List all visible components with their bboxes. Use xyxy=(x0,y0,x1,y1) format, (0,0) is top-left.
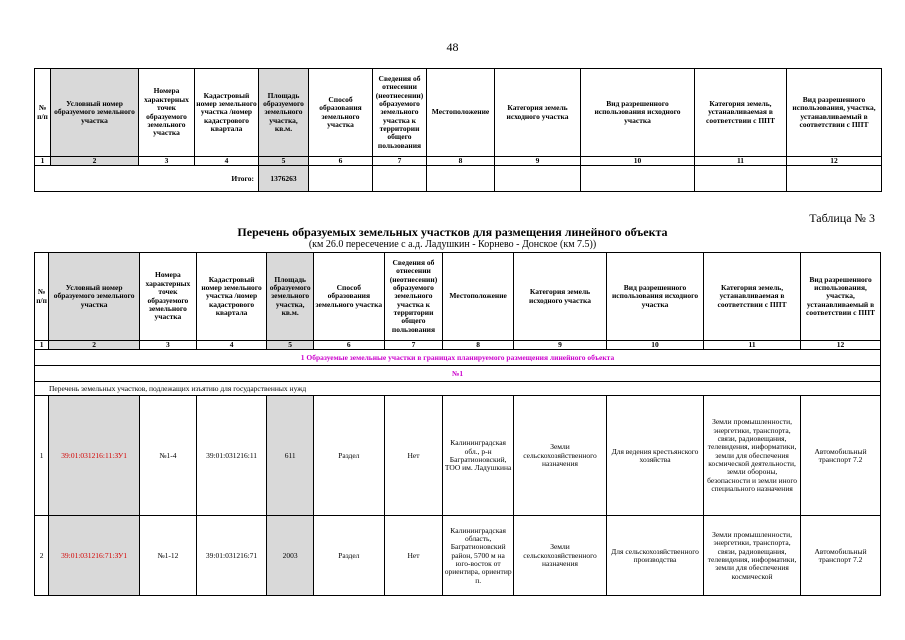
header-public: Сведения об отнесении (неотнесении) образуемого земельного участка к территории общего пользования xyxy=(384,253,443,341)
table-row xyxy=(35,396,881,516)
points: №1-12 xyxy=(140,516,197,596)
header-source-category: Категория земель исходного участка xyxy=(495,69,581,157)
new-use: Автомобильный транспорт 7.2 xyxy=(801,396,881,516)
col-number: 4 xyxy=(195,157,259,166)
header-location: Местоположение xyxy=(427,69,495,157)
section-title: 1 Образуемые земельные участки в границах планируемого размещения линейного объекта xyxy=(35,350,881,366)
section-row xyxy=(35,350,881,366)
header-conditional-number: Условный номер образуемого земельного участка xyxy=(51,69,139,157)
header-source-use: Вид разрешенного использования исходного участка xyxy=(607,253,704,341)
col-number: 4 xyxy=(196,341,267,350)
table-subtitle: (км 26.0 пересечение с а.д. Ладушкин - Корнево - Донское (км 7.5)) xyxy=(308,239,597,250)
column-number-row xyxy=(35,157,882,166)
col-number: 12 xyxy=(787,157,882,166)
header-new-category: Категория земель, устанавливаемая в соответствии с ППТ xyxy=(695,69,787,157)
col-number: 7 xyxy=(384,341,443,350)
public-use: Нет xyxy=(384,396,443,516)
col-number: 8 xyxy=(427,157,495,166)
col-number: 9 xyxy=(495,157,581,166)
summary-table xyxy=(34,68,882,192)
header-num: № п/п xyxy=(35,69,51,157)
col-number: 2 xyxy=(51,157,139,166)
col-number: 9 xyxy=(514,341,607,350)
new-use: Автомобильный транспорт 7.2 xyxy=(801,516,881,596)
header-num: № п/п xyxy=(35,253,49,341)
col-number: 11 xyxy=(695,157,787,166)
area: 2003 xyxy=(267,516,313,596)
header-area: Площадь образуемого земельного участка, кв.м. xyxy=(259,69,309,157)
col-number: 5 xyxy=(259,157,309,166)
header-conditional-number: Условный номер образуемого земельного участка xyxy=(49,253,140,341)
col-number: 3 xyxy=(140,341,197,350)
source-category: Земли сельскохозяйственного назначения xyxy=(514,516,607,596)
col-number: 7 xyxy=(373,157,427,166)
formation-method: Раздел xyxy=(313,516,384,596)
group-row xyxy=(35,382,881,396)
subsection-row xyxy=(35,366,881,382)
table-number: Таблица № 3 xyxy=(809,211,875,225)
table-title: Перечень образуемых земельных участков для размещения линейного объекта xyxy=(237,225,668,239)
public-use: Нет xyxy=(384,516,443,596)
source-use: Для сельскохозяйственного производства xyxy=(607,516,704,596)
col-number: 3 xyxy=(139,157,195,166)
header-source-category: Категория земель исходного участка xyxy=(514,253,607,341)
total-row xyxy=(35,166,882,192)
header-points: Номера характерных точек образуемого земельного участка xyxy=(139,69,195,157)
conditional-number: 39:01:031216:11:ЗУ1 xyxy=(49,396,140,516)
col-number: 1 xyxy=(35,341,49,350)
header-new-use: Вид разрешенного использования, участка, устанавливаемый в соответствии с ППТ xyxy=(787,69,882,157)
header-new-category: Категория земель, устанавливаемая в соответствии с ППТ xyxy=(704,253,801,341)
header-points: Номера характерных точек образуемого земельного участка xyxy=(140,253,197,341)
conditional-number: 39:01:031216:71:ЗУ1 xyxy=(49,516,140,596)
col-number: 2 xyxy=(49,341,140,350)
table-row xyxy=(35,516,881,596)
subsection-title: №1 xyxy=(35,366,881,382)
group-title: Перечень земельных участков, подлежащих изъятию для государственных нужд xyxy=(35,382,881,396)
header-public: Сведения об отнесении (неотнесении) образуемого земельного участка к территории общего пользования xyxy=(373,69,427,157)
row-number: 1 xyxy=(35,396,49,516)
new-category: Земли промышленности, энергетики, транспорта, связи, радиовещания, телевидения, информатики, земли для обеспечения космической деятельности, земли обороны, безопасности и земли иного специального назначения xyxy=(704,396,801,516)
col-number: 1 xyxy=(35,157,51,166)
col-number: 5 xyxy=(267,341,313,350)
col-number: 11 xyxy=(704,341,801,350)
col-number: 8 xyxy=(443,341,514,350)
location: Калининградская область, Багратионовский район, 5700 м на юго-восток от ориентира, ориентир п. xyxy=(443,516,514,596)
header-method: Способ образования земельного участка xyxy=(309,69,373,157)
source-use: Для ведения крестьянского хозяйства xyxy=(607,396,704,516)
cadastral-number: 39:01:031216:11 xyxy=(196,396,267,516)
col-number: 6 xyxy=(309,157,373,166)
header-cadastral: Кадастровый номер земельного участка /номер кадастрового квартала xyxy=(196,253,267,341)
formation-method: Раздел xyxy=(313,396,384,516)
source-category: Земли сельскохозяйственного назначения xyxy=(514,396,607,516)
total-label: Итого: xyxy=(35,166,259,192)
new-category: Земли промышленности, энергетики, транспорта, связи, радиовещания, телевидения, информатики, земли для обеспечения космической xyxy=(704,516,801,596)
col-number: 12 xyxy=(801,341,881,350)
header-new-use: Вид разрешенного использования, участка, устанавливаемый в соответствии с ППТ xyxy=(801,253,881,341)
col-number: 10 xyxy=(581,157,695,166)
header-row xyxy=(35,69,882,157)
location: Калининградская обл., р-н Багратионовский, ТОО им. Ладушкина xyxy=(443,396,514,516)
header-row xyxy=(35,253,881,341)
total-value: 1376263 xyxy=(259,166,309,192)
header-method: Способ образования земельного участка xyxy=(313,253,384,341)
header-area: Площадь образуемого земельного участка, кв.м. xyxy=(267,253,313,341)
header-cadastral: Кадастровый номер земельного участка /номер кадастрового квартала xyxy=(195,69,259,157)
col-number: 10 xyxy=(607,341,704,350)
page-number: 48 xyxy=(446,40,459,54)
row-number: 2 xyxy=(35,516,49,596)
column-number-row xyxy=(35,341,881,350)
col-number: 6 xyxy=(313,341,384,350)
points: №1-4 xyxy=(140,396,197,516)
header-location: Местоположение xyxy=(443,253,514,341)
cadastral-number: 39:01:031216:71 xyxy=(196,516,267,596)
area: 611 xyxy=(267,396,313,516)
header-source-use: Вид разрешенного использования исходного участка xyxy=(581,69,695,157)
land-plots-table xyxy=(34,252,881,596)
